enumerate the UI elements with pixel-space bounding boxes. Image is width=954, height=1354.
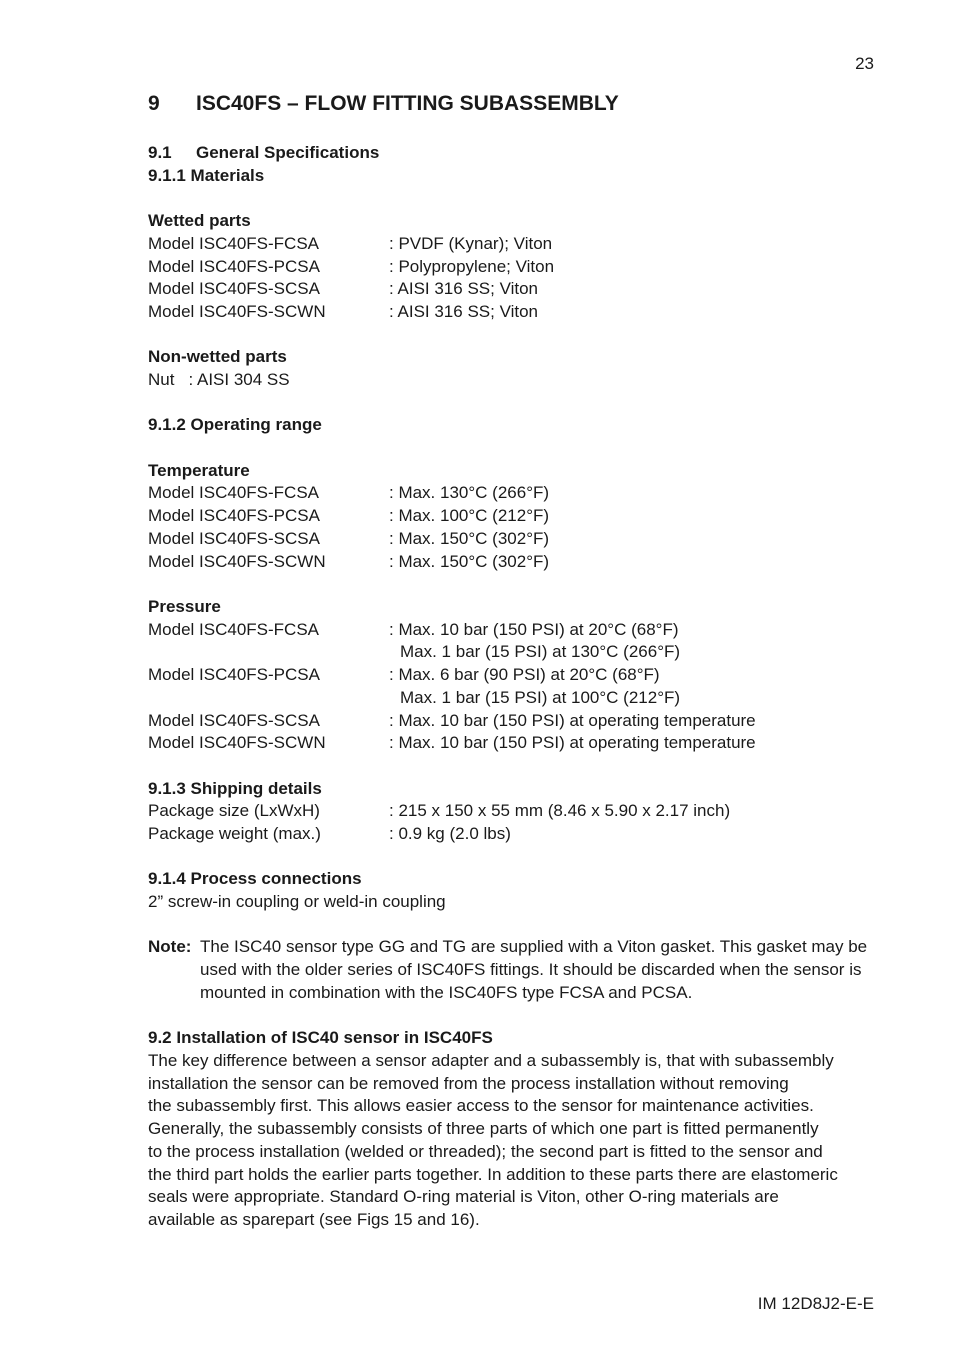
spec-value: : Max. 150°C (302°F) — [389, 551, 550, 571]
spec-value: Max. 1 bar (15 PSI) at 130°C (266°F) — [400, 642, 681, 662]
installation-paragraph — [148, 1050, 878, 1232]
spec-row — [148, 278, 878, 301]
spec-value: Max. 1 bar (15 PSI) at 100°C (212°F) — [400, 687, 681, 707]
spec-label: Nut — [148, 370, 175, 389]
pressure-list — [148, 619, 878, 755]
spec-label: Model ISC40FS-FCSA — [148, 483, 319, 503]
paragraph-line: Generally, the subassembly consists of three parts of which one part is fitted permanently — [148, 1119, 819, 1139]
note-text: The ISC40 sensor type GG and TG are supplied with a Viton gasket. This gasket may be used with the older series of ISC40FS fittings. It should be discarded when the sensor is mounted in combination with the ISC40FS type FCSA and PCSA. — [200, 937, 868, 1002]
spec-label: Model ISC40FS-PCSA — [148, 256, 320, 276]
paragraph-line: the third part holds the earlier parts together. In addition to these parts there are elastomeric — [148, 1164, 838, 1184]
spec-value: : Max. 6 bar (90 PSI) at 20°C (68°F) — [389, 665, 660, 685]
spec-label: Model ISC40FS-PCSA — [148, 665, 320, 685]
spec-label: Model ISC40FS-SCWN — [148, 551, 326, 571]
section-number: 9 — [148, 92, 160, 115]
paragraph-line: The key difference between a sensor adapter and a subassembly is, that with subassembly — [148, 1050, 834, 1070]
spec-label: Model ISC40FS-SCWN — [148, 301, 326, 321]
spec-value: : Max. 130°C (266°F) — [389, 483, 550, 503]
non-wetted-parts-heading: Non-wetted parts — [148, 347, 287, 367]
spec-row — [148, 664, 878, 687]
spec-row — [148, 369, 878, 392]
wetted-parts-list — [148, 233, 878, 324]
spec-row — [148, 482, 878, 505]
subsection-heading-9-1-1: 9.1.1 Materials — [148, 165, 265, 185]
spec-label: Model ISC40FS-FCSA — [148, 233, 319, 253]
subsection-heading-9-1-3: 9.1.3 Shipping details — [148, 778, 322, 798]
spec-value: : Max. 100°C (212°F) — [389, 506, 550, 526]
paragraph-line: installation the sensor can be removed from the process installation without removing — [148, 1073, 789, 1093]
shipping-list — [148, 800, 878, 845]
spec-row — [148, 732, 878, 755]
subsection-heading-9-1-2: 9.1.2 Operating range — [148, 415, 322, 435]
spec-row — [148, 233, 878, 256]
spec-label: Model ISC40FS-SCWN — [148, 733, 326, 753]
temperature-heading: Temperature — [148, 460, 250, 480]
process-connections-text: 2” screw-in coupling or weld-in coupling — [148, 892, 446, 912]
spec-value: : 215 x 150 x 55 mm (8.46 x 5.90 x 2.17 inch) — [389, 801, 731, 821]
spec-value: : AISI 316 SS; Viton — [389, 279, 539, 299]
document-body — [148, 90, 878, 1232]
spec-value: : AISI 316 SS; Viton — [389, 301, 539, 321]
spec-row — [148, 641, 878, 664]
spec-label: Model ISC40FS-SCSA — [148, 710, 320, 730]
paragraph-line: available as sparepart (see Figs 15 and 16). — [148, 1209, 480, 1229]
wetted-parts-heading: Wetted parts — [148, 211, 251, 231]
spec-label: Model ISC40FS-PCSA — [148, 506, 320, 526]
note-block — [148, 936, 878, 1004]
subsection-heading-9-1 — [148, 142, 878, 165]
subsection-number: 9.1 — [148, 143, 172, 162]
temperature-list — [148, 482, 878, 573]
spec-row — [148, 619, 878, 642]
paragraph-line: to the process installation (welded or threaded); the second part is fitted to the sensor and — [148, 1141, 823, 1161]
spec-label: Package weight (max.) — [148, 824, 321, 843]
spec-row — [148, 823, 878, 846]
paragraph-line: the subassembly first. This allows easier access to the sensor for maintenance activities. — [148, 1096, 814, 1116]
spec-label — [148, 687, 389, 710]
subsection-heading-9-1-4: 9.1.4 Process connections — [148, 869, 362, 889]
spec-value: : 0.9 kg (2.0 lbs) — [389, 824, 511, 843]
spec-row — [148, 528, 878, 551]
document-id-footer: IM 12D8J2-E-E — [757, 1294, 874, 1313]
spec-row — [148, 551, 878, 574]
section-heading — [148, 90, 878, 118]
spec-value: : Max. 150°C (302°F) — [389, 528, 550, 548]
pressure-heading: Pressure — [148, 596, 221, 616]
spec-value: : Max. 10 bar (150 PSI) at operating temperature — [389, 733, 756, 753]
spec-value: : Polypropylene; Viton — [389, 256, 555, 276]
spec-label — [148, 641, 389, 664]
spec-row — [148, 256, 878, 279]
spec-label: Model ISC40FS-SCSA — [148, 528, 320, 548]
section-title: ISC40FS – FLOW FITTING SUBASSEMBLY — [196, 92, 619, 115]
spec-value: : Max. 10 bar (150 PSI) at 20°C (68°F) — [389, 619, 679, 639]
paragraph-line: seals were appropriate. Standard O-ring material is Viton, other O-ring materials are — [148, 1187, 779, 1207]
spec-value: : AISI 304 SS — [188, 370, 290, 389]
spec-row — [148, 687, 878, 710]
spec-row — [148, 710, 878, 733]
spec-row — [148, 301, 878, 324]
page-number: 23 — [855, 54, 874, 73]
note-label: Note: — [148, 937, 192, 957]
subsection-title: General Specifications — [196, 143, 380, 162]
spec-row — [148, 505, 878, 528]
spec-row — [148, 800, 878, 823]
spec-value: : Max. 10 bar (150 PSI) at operating temperature — [389, 710, 756, 730]
spec-value: : PVDF (Kynar); Viton — [389, 233, 553, 253]
subsection-heading-9-2: 9.2 Installation of ISC40 sensor in ISC40FS — [148, 1028, 493, 1048]
spec-label: Model ISC40FS-SCSA — [148, 279, 320, 299]
spec-label: Model ISC40FS-FCSA — [148, 619, 319, 639]
spec-label: Package size (LxWxH) — [148, 801, 320, 821]
